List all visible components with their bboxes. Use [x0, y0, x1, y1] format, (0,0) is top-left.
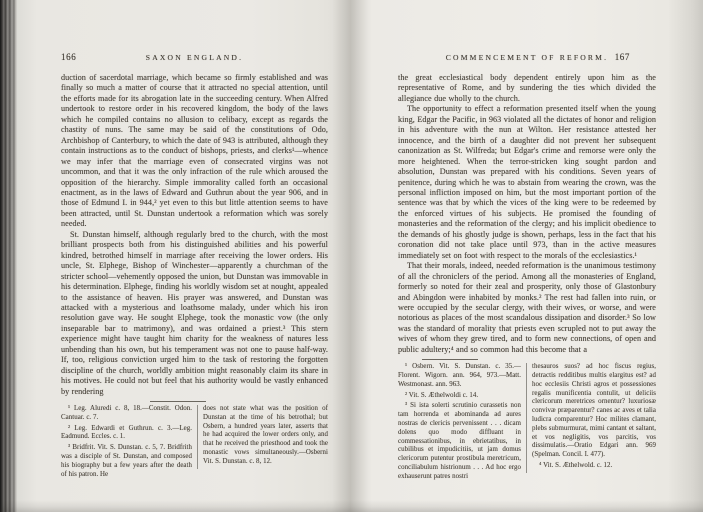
- body-paragraph: That their morals, indeed, needed reformation is the unanimous testimony of all the chroniclers of the period. Among all the monasteries of England, formerly so noted for their zeal and prosperity, only those of Glastonbury and Abingdon were inhabited by monks.² The rest had fallen into ruin, or were occupied by the secular clergy, with their wives, or worse, and were notorious as places of the most scandalous dissipation and disorder.³ So low was the standard of morality that priests even scrupled not to put away the wives of whom they grew tired, and to form new connections, of open and public adultery;⁴ and so common had this become that a: [398, 261, 656, 354]
- right-footnotes: [398, 363, 656, 483]
- body-paragraph: The opportunity to effect a reformation presented itself when the young king, Edgar the Pacific, in 963 violated all the dictates of honor and religion in his adventure with the nun at Wilton. Her resistance attested her innocence, and the birth of a daughter did not prevent her subsequent canonization as St. Wilfreda; but Edgar's crime and remorse were only the more heightened. When the terror-stricken king sought pardon and absolution, Dunstan was prepared with his conditions. Seven years of penitence, during which he was to abstain from wearing the crown, was the personal infliction imposed on him, but the most important portion of the sentence was that by which the vices of the king were to be redeemed by the enforced virtues of his subjects. He promised the founding of monasteries and the reformation of the clergy; and his implicit obedience to the demands of his ghostly judge is shown, perhaps, less in the fact that his coronation did not take place until 973, than in the active measures immediately set on foot with respect to the morals of the ecclesiastics.¹: [398, 104, 656, 260]
- page-number: 166: [61, 52, 77, 62]
- left-page-header: [61, 52, 328, 73]
- right-page-header: [398, 52, 656, 73]
- footnote-column: [197, 405, 328, 469]
- left-body-text: [61, 73, 328, 397]
- book-spine-edge: [0, 0, 17, 512]
- footnote: ¹ Osbern. Vit. S. Dunstan. c. 35.—Florent. Wigorn. ann. 964, 973.—Matt. Westmonast. ann. 963.: [398, 363, 521, 388]
- footnote: ² Vit. S. Æthelwoldi c. 14.: [405, 391, 479, 399]
- footnote-column: [398, 363, 526, 483]
- footnote-separator-rule: [150, 401, 206, 402]
- left-page: [17, 0, 350, 512]
- running-header: SAXON ENGLAND.: [145, 53, 244, 62]
- footnote: ² Leg. Edwardi et Guthrun. c. 3.—Leg. Eadmund. Eccles. c. 1.: [61, 424, 192, 441]
- running-header: COMMENCEMENT OF REFORM.: [445, 53, 609, 62]
- right-body-text: [398, 73, 656, 355]
- footnote-column: [526, 363, 656, 473]
- footnote: ³ Bridfrit. Vit. S. Dunstan. c. 5, 7. Bridfrith was a disciple of St. Dunstan, and composed his biography but a few years after the death of his patron. He: [61, 444, 192, 478]
- footnote-column: [61, 405, 197, 481]
- left-footnotes: [61, 405, 328, 481]
- body-paragraph: St. Dunstan himself, although regularly bred to the church, with the most brilliant prospects both from his distinguished abilities and his powerful kindred, betrothed himself in marriage after receiving the lower orders. His uncle, St. Elphege, Bishop of Winchester—apparently a churchman of the stricter school—vehemently opposed the union, but Dunstan was immovable in his determination. Elphege, finding his worldly wisdom set at nought, appealed to the assistance of heaven. His prayer was answered, and Dunstan was attacked with a mysterious and loathsome malady, under which his iron resolution gave way. He sought Elphege, took the monastic vow (the only inseparable bar to matrimony), and was ordained a priest.³ This stern experience might have taught him charity for the weakness of natures less unbending than his own, but his temperament was not one to pause half-way. If, too, religious conviction urged him to the task of restoring the forgotten discipline of the church, worldly ambition might reasonably claim its share in his motives. He could not but feel that his authority would be vastly enhanced by rendering: [61, 229, 328, 396]
- left-page-content: [61, 52, 328, 481]
- body-paragraph: duction of sacerdotal marriage, which became so firmly established and was finally so much a matter of course that it attracted no special attention, until the efforts made for its abrogation late in the succeeding century. When Alfred undertook to restore order in his recovered kingdom, the body of the laws which he compiled contains no allusion to celibacy, except as regards the chastity of nuns. The same may be said of the constitutions of Odo, Archbishop of Canterbury, to which the date of 943 is attributed, although they contain instructions as to the conduct of bishops, priests, and clerks¹—whence we may infer that the marriage even of consecrated virgins was not uncommon, and that it was the only infraction of the rule which aroused the opposition of the hierarchy. Simple immorality called forth an occasional enactment, as in the laws of Edward and Guthrun about the year 906, and in those of Edmund I. in 944,² yet even to this but little attention seems to have been attracted, until St. Dunstan undertook a reformation which was sorely needed.: [61, 73, 328, 229]
- footnote: does not state what was the position of Dunstan at the time of his betrothal; but Osbern, a hundred years later, asserts that he had acquired the lower orders only, and that he received the priesthood and took the monastic vows simultaneously.—Osberni Vit. S. Dunstan. c. 8, 12.: [203, 405, 328, 465]
- body-paragraph: the great ecclesiastical body dependent entirely upon him as the representative of Rome, and by sundering the ties which divided the allegiance due wholly to the church.: [398, 73, 656, 103]
- footnote-separator-rule: [422, 359, 478, 360]
- page-number: 167: [614, 52, 630, 62]
- footnote: ³ Si ista solerti scrutinio curassetis non tam horrenda et abominanda ad aures nostras de clericis pervenissent . . . dicam dolens quo modo diffluant in commessationibus, in ebrietatibus, in cubilibus et impudicitiis, ut jam domus clericorum putentur prostibula meretricum, conciliabulum histrionum . . . Ad hoc ergo exhauserunt patres nostri: [398, 402, 521, 480]
- right-page-content: [398, 52, 656, 484]
- right-page: [350, 0, 703, 512]
- footnote: thesauros suos? ad hoc fiscus regius, detractis redditibus multis elargitus est? ad hoc ecclesiis Christi agros et possessiones regalis munificentia contulit, ut deliciis clericorum meretrices ornentur? luxuriosæ convivæ præparentur? canes ac aves et talia ludicra comparentur? Hoc milites clamant, plebs submurmurat, mimi cantant et saltant, et vos negligitis, vos parcitis, vos dissimulatis.—Oratio Edgari ann. 969 (Spelman. Concil. I. 477).: [532, 363, 656, 459]
- footnote: ¹ Leg. Aluredi c. 8, 18.—Constit. Odon. Cantuar. c. 7.: [61, 405, 192, 421]
- footnote: ⁴ Vit. S. Æthelwold. c. 12.: [539, 462, 613, 469]
